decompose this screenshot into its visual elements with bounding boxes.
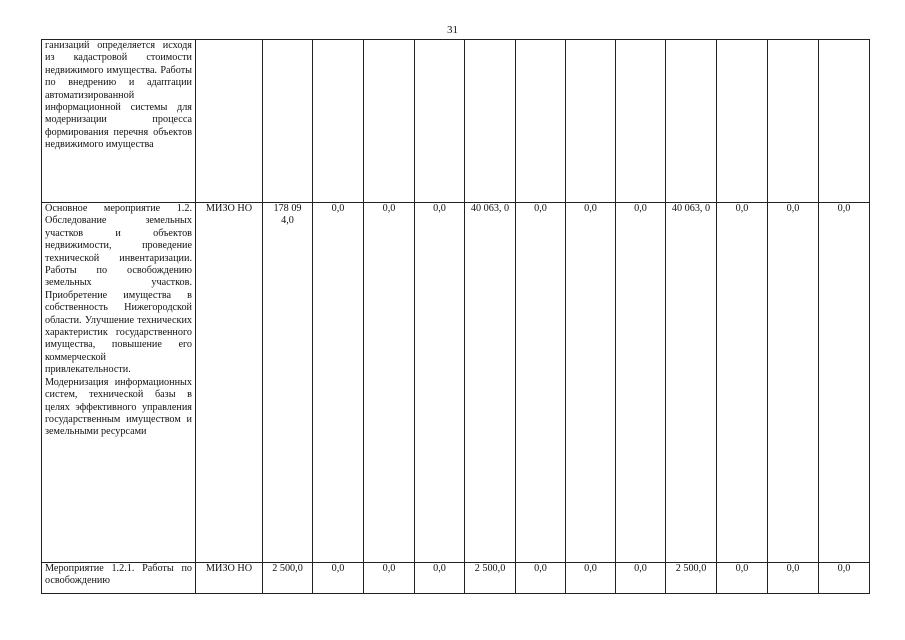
table-cell: 40 063, 0 — [666, 203, 717, 563]
program-table — [41, 39, 870, 594]
table-cell — [313, 40, 364, 203]
table-cell: 0,0 — [516, 203, 566, 563]
table-cell: 0,0 — [415, 563, 465, 594]
page-number: 31 — [447, 24, 458, 36]
row-description: ганизаций определяется исходя из кадастровой стоимости недвижимого имущества. Работы по внедрению и адаптации автоматизированной информационной системы для модернизации процесса формирования перечня объектов недвижимого имущества — [42, 40, 196, 203]
table-cell: 0,0 — [313, 563, 364, 594]
table-cell — [516, 40, 566, 203]
table-cell — [616, 40, 666, 203]
table-cell — [666, 40, 717, 203]
table-cell — [717, 40, 768, 203]
table-cell: 0,0 — [768, 203, 819, 563]
table-cell: 178 09 4,0 — [263, 203, 313, 563]
table-cell: 0,0 — [516, 563, 566, 594]
table-cell — [415, 40, 465, 203]
table-cell — [819, 40, 870, 203]
table-cell: 0,0 — [616, 203, 666, 563]
row-description: Основное мероприятие 1.2. Обследование земельных участков и объектов недвижимости, проведение технической инвентаризации. Работы по освобождению земельных участков. Приобретение имущества в собственность Нижегородской области. Улучшение технических характеристик государственного имущества, повышение его коммерческой привлекательности. Модернизация информационных систем, технической базы в целях эффективного управления государственным имуществом и земельными ресурсами — [42, 203, 196, 563]
row-executor: МИЗО НО — [196, 203, 263, 563]
table-cell: 0,0 — [364, 203, 415, 563]
table-cell: 0,0 — [717, 563, 768, 594]
table-cell — [364, 40, 415, 203]
table-cell: 2 500,0 — [465, 563, 516, 594]
table-cell: 2 500,0 — [263, 563, 313, 594]
table-row — [42, 203, 870, 563]
row-executor: МИЗО НО — [196, 563, 263, 594]
table-cell: 0,0 — [616, 563, 666, 594]
row-executor — [196, 40, 263, 203]
table-cell: 0,0 — [717, 203, 768, 563]
table-cell — [768, 40, 819, 203]
table-cell — [566, 40, 616, 203]
table-cell: 0,0 — [313, 203, 364, 563]
table-cell — [263, 40, 313, 203]
table-cell: 0,0 — [819, 563, 870, 594]
table-row — [42, 563, 870, 594]
table-row — [42, 40, 870, 203]
table-cell: 0,0 — [566, 203, 616, 563]
table-cell — [465, 40, 516, 203]
table-cell: 0,0 — [415, 203, 465, 563]
table-cell: 0,0 — [566, 563, 616, 594]
table-cell: 40 063, 0 — [465, 203, 516, 563]
table-cell: 0,0 — [768, 563, 819, 594]
table-cell: 0,0 — [364, 563, 415, 594]
row-description: Мероприятие 1.2.1. Работы по освобождению — [42, 563, 196, 594]
table-cell: 2 500,0 — [666, 563, 717, 594]
table-cell: 0,0 — [819, 203, 870, 563]
